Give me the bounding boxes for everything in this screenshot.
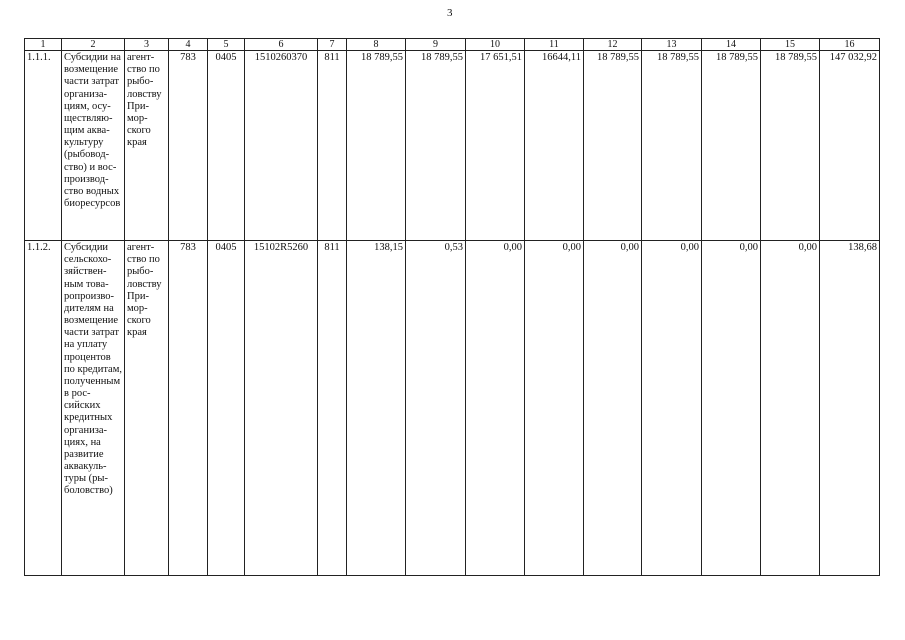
cell-target-code: 15102R5260 xyxy=(245,241,318,576)
cell-value: 16644,11 xyxy=(525,51,584,241)
cell-expense-type: 811 xyxy=(318,51,347,241)
header-cell: 3 xyxy=(125,39,169,51)
cell-total: 147 032,92 xyxy=(820,51,880,241)
cell-value: 0,00 xyxy=(761,241,820,576)
cell-value: 18 789,55 xyxy=(702,51,761,241)
responsible-agency: агентство по рыболовству Приморского края xyxy=(125,241,169,576)
header-cell: 13 xyxy=(642,39,702,51)
header-cell: 14 xyxy=(702,39,761,51)
cell-value: 138,15 xyxy=(347,241,406,576)
header-row xyxy=(25,39,880,51)
cell-expense-type: 811 xyxy=(318,241,347,576)
cell-section: 0405 xyxy=(208,241,245,576)
budget-table xyxy=(24,38,880,576)
cell-value: 17 651,51 xyxy=(466,51,525,241)
header-cell: 9 xyxy=(406,39,466,51)
header-cell: 4 xyxy=(169,39,208,51)
cell-value: 0,00 xyxy=(584,241,642,576)
table-row xyxy=(25,241,880,576)
header-cell: 10 xyxy=(466,39,525,51)
table-row xyxy=(25,51,880,241)
header-cell: 16 xyxy=(820,39,880,51)
header-cell: 6 xyxy=(245,39,318,51)
cell-value: 0,00 xyxy=(525,241,584,576)
header-cell: 1 xyxy=(25,39,62,51)
header-cell: 12 xyxy=(584,39,642,51)
cell-grbs: 783 xyxy=(169,51,208,241)
cell-value: 18 789,55 xyxy=(584,51,642,241)
cell-value: 0,53 xyxy=(406,241,466,576)
responsible-agency: агентство по рыболовству Приморского края xyxy=(125,51,169,241)
page-number: 3 xyxy=(447,7,453,19)
cell-total: 138,68 xyxy=(820,241,880,576)
measure-name: Субсидии на возмещение части затрат организациям, осуществляющим аквакультуру (рыбоводство) и воспроизводство водных биоресурсов xyxy=(62,51,125,241)
header-cell: 11 xyxy=(525,39,584,51)
cell-target-code: 1510260370 xyxy=(245,51,318,241)
cell-value: 0,00 xyxy=(466,241,525,576)
row-number: 1.1.1. xyxy=(25,51,62,241)
row-number: 1.1.2. xyxy=(25,241,62,576)
cell-value: 18 789,55 xyxy=(347,51,406,241)
cell-value: 18 789,55 xyxy=(642,51,702,241)
header-cell: 2 xyxy=(62,39,125,51)
cell-value: 0,00 xyxy=(702,241,761,576)
header-cell: 5 xyxy=(208,39,245,51)
cell-value: 18 789,55 xyxy=(406,51,466,241)
header-cell: 8 xyxy=(347,39,406,51)
cell-value: 0,00 xyxy=(642,241,702,576)
cell-grbs: 783 xyxy=(169,241,208,576)
header-cell: 7 xyxy=(318,39,347,51)
header-cell: 15 xyxy=(761,39,820,51)
measure-name: Субсидии сельскохозяйственным товаропроизводителям на возмещение части затрат на уплату процентов по кредитам, полученным в российских кредитных организациях, на развитие аквакультуры (рыболовство) xyxy=(62,241,125,576)
cell-section: 0405 xyxy=(208,51,245,241)
cell-value: 18 789,55 xyxy=(761,51,820,241)
